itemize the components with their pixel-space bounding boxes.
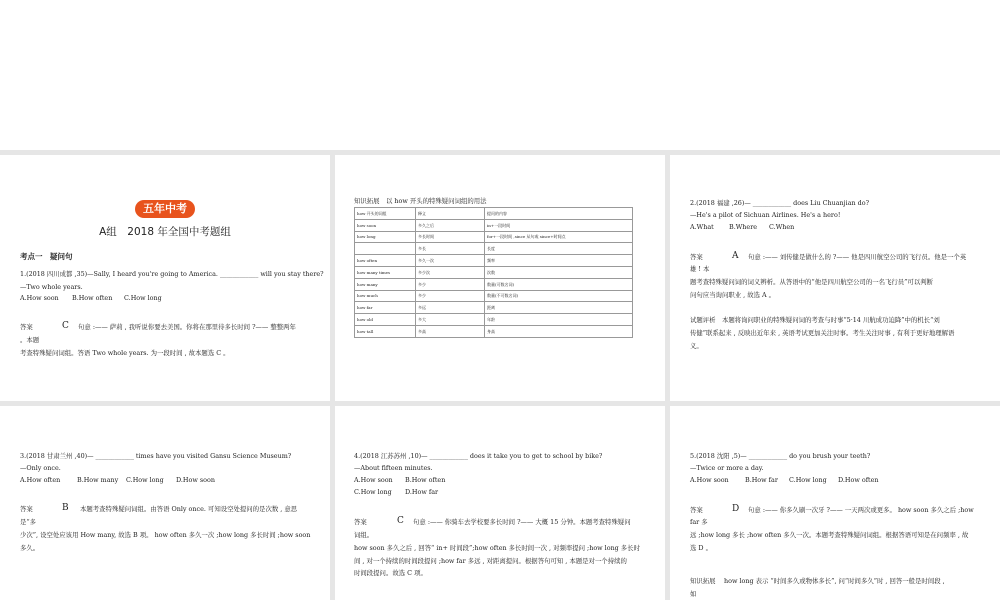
table-cell: 多久之后 [416,219,485,231]
question-3-reply: —Only once. [20,464,61,472]
table-cell: in+一段时间 [485,219,633,231]
answer-line: 时间段提问。故选 C 项。 [354,569,427,577]
table-cell: how much [355,290,416,302]
answer-label: 答案 [20,323,33,331]
answer-line: 远 ;how long 多长 ;how often 多久一次。本题考查特殊疑问词组。根据答语可知是在问频率 , 故 [690,531,969,539]
how-phrase-table [354,207,633,338]
option-b: B.How far [745,476,778,484]
question-5: 5.(2018 沈阳 ,5)— ____________ do you brush your teeth? [690,452,871,460]
top-blank-page [0,0,1000,150]
knowledge-heading: 知识拓展 以 how 开头的特殊疑问词组的用法 [354,197,487,205]
table-row [355,325,633,337]
point-title: 考点一 疑问句 [20,252,73,261]
table-cell: 距离 [485,302,633,314]
answer-label: 答案 [690,506,703,514]
answer-line: 问句应当询问职业 , 故选 A 。 [690,291,776,299]
table-cell: 多长 [416,243,485,255]
table-cell: 次数 [485,266,633,278]
table-cell: 多大 [416,314,485,326]
table-cell: 提问的内容 [485,208,633,220]
table-cell: how often [355,255,416,267]
table-cell: 多久一次 [416,255,485,267]
table-row [355,278,633,290]
table-cell: 数量(不可数名词) [485,290,633,302]
option-d: D.How far [405,488,439,496]
option-b: B.How many [77,476,119,484]
table-row [355,266,633,278]
table-cell [355,243,416,255]
answer-line: 少次”, 设空处应该用 How many, 故选 B 项。 how often 多久一次 ;how long 多长时间 ;how soon [20,531,311,539]
answer-line: 句意 :—— 你多久刷一次牙 ?—— 一天两次或更多。 how soon 多久之后 ;how [748,506,974,514]
option-c: C.How long [354,488,392,496]
option-b: B.How often [405,476,446,484]
answer-letter: D [732,504,740,514]
answer-line: 考查特殊疑问词组。答语 Two whole years. 为一段时间 , 故本题选 C 。 [20,349,230,357]
question-2-reply: —He's a pilot of Sichuan Airlines. He's a hero! [690,211,841,219]
table-row [355,302,633,314]
table-cell: how tall [355,325,416,337]
answer-line: 间 , 对一个持续的时间段提问 ;how far 多远 , 对距离提问。根据答句可知 , 本题是对一个持续的 [354,557,627,565]
option-c: C.How long [126,476,164,484]
table-cell: 年龄 [485,314,633,326]
table-row [355,290,633,302]
option-c: C.How long [124,294,162,302]
page-1 [0,155,330,401]
option-c: C.When [769,223,795,231]
question-5-reply: —Twice or more a day. [690,464,764,472]
answer-line: 句意 :—— 萨莉 , 我听说你要去美国。你将在那里待多长时间 ?—— 整整两年 [78,323,296,331]
option-b: B.How often [72,294,113,302]
group-title: A组 2018 年全国中考题组 [99,226,231,238]
option-a: A.How soon [20,294,59,302]
table-cell: how old [355,314,416,326]
answer-label: 答案 [20,505,33,513]
answer-line: 句意 :—— 刘传健是做什么的 ?—— 他是四川航空公司的飞行员。他是一个英 [748,253,967,261]
table-cell: how many [355,278,416,290]
table-cell: 数量(可数名词) [485,278,633,290]
table-cell: 身高 [485,325,633,337]
evaluation-line: 传健”联系起来 , 反映出近年来 , 英语考试更加关注时事。考生关注时事 , 有利于更好地理解语 [690,329,955,337]
option-b: B.Where [729,223,758,231]
table-cell: 多少次 [416,266,485,278]
extension-line: 如 [690,590,697,598]
extension-line: 知识拓展 how long 表示 “时间多久或物体多长”, 问“时间多久”时 , 回答一般是时间段 , [690,577,945,585]
table-cell: 频率 [485,255,633,267]
answer-line: how soon 多久之后 , 回答“ in+ 时间段”;how often 多长时间一次 , 对频率提问 ;how long 多长时 [354,544,640,552]
page-6 [670,406,1000,600]
table-row [355,219,633,231]
table-cell: 多少 [416,290,485,302]
table-row [355,243,633,255]
table-row [355,314,633,326]
table-cell: 长度 [485,243,633,255]
answer-line: 词组。 [354,531,374,539]
section-badge: 五年中考 [135,200,195,218]
answer-letter: C [62,321,69,331]
table-cell: how many times [355,266,416,278]
question-2: 2.(2018 福建 ,26)— ____________ does Liu Chuanjian do? [690,199,870,207]
answer-line: 多久。 [20,544,40,552]
answer-line: 选 D 。 [690,544,712,552]
option-a: A.How soon [690,476,729,484]
option-a: A.What [690,223,714,231]
table-cell: how far [355,302,416,314]
option-d: D.How often [838,476,879,484]
evaluation-line: 试题评析 本题将询问职业的特殊疑问词的考查与时事“5·14 川航成功迫降”中的机长“刘 [690,316,940,324]
answer-line: 本题考查特殊疑问词组。由答语 Only once. 可知设空处提问的是次数 , 意思 [80,505,298,513]
table-cell: 多远 [416,302,485,314]
table-cell: how soon [355,219,416,231]
answer-letter: A [732,251,739,261]
question-1: 1.(2018 四川成都 ,35)—Sally, I heard you're going to America. ____________ will you stay there? [20,270,324,278]
table-row [355,208,633,220]
option-a: A.How soon [354,476,393,484]
evaluation-line: 义。 [690,342,703,350]
question-4: 4.(2018 江苏苏州 ,10)— ____________ does it take you to get to school by bike? [354,452,603,460]
answer-letter: C [397,516,404,526]
answer-line: 句意 :—— 你骑车去学校要多长时间 ?—— 大概 15 分钟。本题考查特殊疑问 [413,518,631,526]
question-3: 3.(2018 甘肃兰州 ,40)— ____________ times have you visited Gansu Science Museum? [20,452,292,460]
option-a: A.How often [20,476,61,484]
answer-line: far 多 [690,518,708,526]
table-cell: for+一段时间 ,since 从句或 since+时间点 [485,231,633,243]
answer-line: 题考查特殊疑问词的词义辨析。从答语中的“他是四川航空公司的一名飞行员”可以判断 [690,278,933,286]
option-c: C.How long [789,476,827,484]
answer-label: 答案 [354,518,367,526]
table-cell: 多长时间 [416,231,485,243]
question-1-reply: —Two whole years. [20,283,83,291]
page-4 [0,406,330,600]
table-cell: 释义 [416,208,485,220]
table-cell: 多少 [416,278,485,290]
table-row [355,255,633,267]
table-cell: how 开头的词组 [355,208,416,220]
table-row [355,231,633,243]
option-d: D.How soon [176,476,215,484]
question-4-reply: —About fifteen minutes. [354,464,433,472]
table-cell: how long [355,231,416,243]
table-cell: 多高 [416,325,485,337]
answer-line: 是“多 [20,518,37,526]
answer-line: 。本题 [20,336,40,344]
answer-label: 答案 [690,253,703,261]
answer-line: 雄 ! 本 [690,265,710,273]
answer-letter: B [62,503,69,513]
